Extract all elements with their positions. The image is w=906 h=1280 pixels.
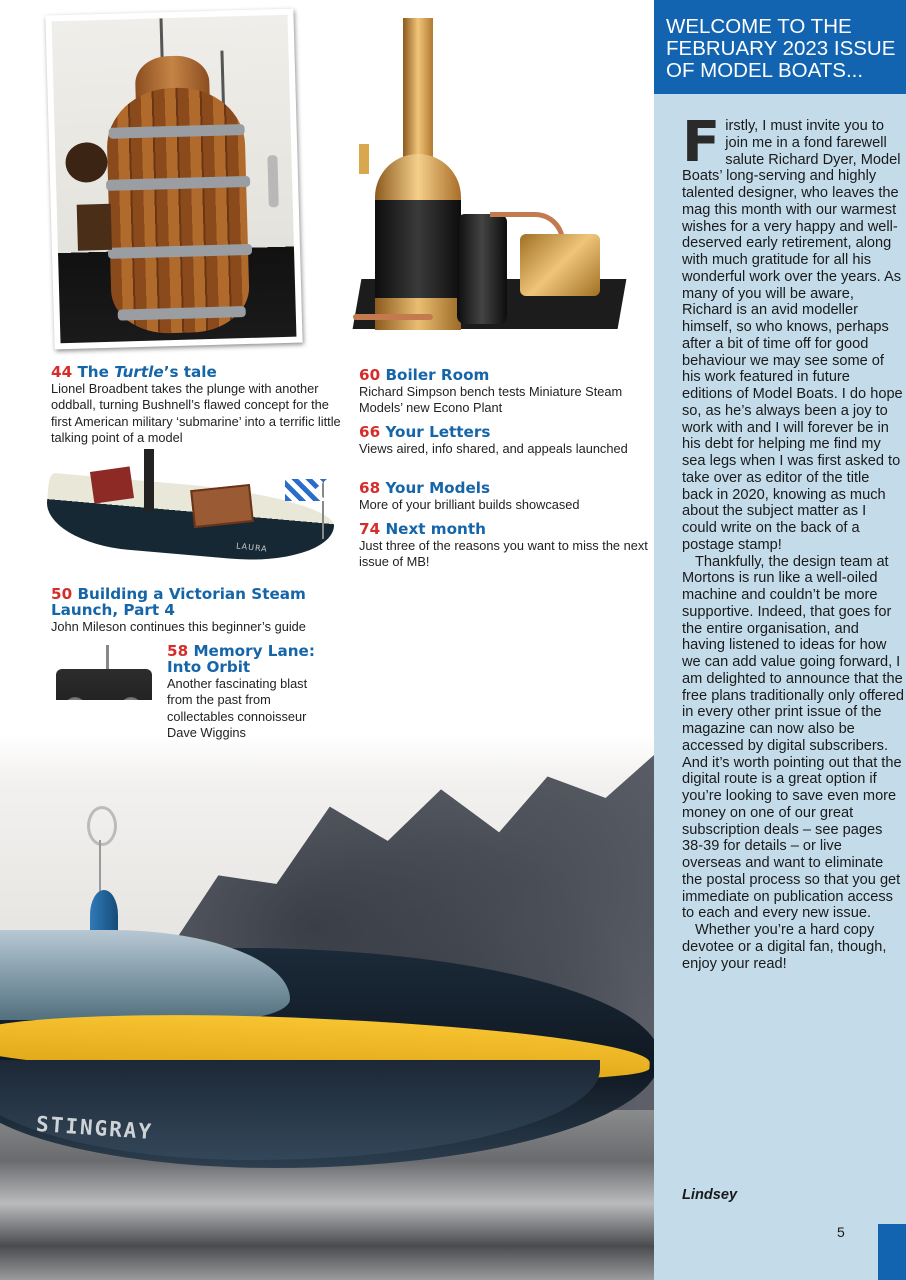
drop-cap: F <box>682 110 721 175</box>
item-description: Lionel Broadbent takes the plunge with another oddball, turning Bushnell’s flawed concept for the first American military ‘submarine’ into a terrific little talking point of a model <box>51 381 341 446</box>
item-title: 44 The Turtle’s tale <box>51 363 217 381</box>
steam-plant-photo <box>345 14 630 364</box>
editorial-paragraph: Firstly, I must invite you to join me in a fond farewell salute Richard Dyer, Model Boats’ long-serving and highly talented designer, who leaves the mag this month with our warmest wishes for a very happy and well-deserved early retirement, along with much gratitude for all his wonderful work over the years. As many of you will be aware, Richard is an avid modeller himself, so who knows, perhaps after a bit of time off for good behaviour we may see some of his work featured in future editions of Model Boats. I do hope so, as he’s always been a joy to work with and I will forever be in his debt for helping me find my sea legs when I was first asked to take over as editor of the title back in 2020, knowing as much about the subject matter as I could write on the back of a postage stamp! <box>682 110 903 553</box>
item-title: 50 Building a Victorian Steam Launch, Part 4 <box>51 585 306 619</box>
page-tab <box>878 1224 906 1280</box>
item-description: Views aired, info shared, and appeals launched <box>359 441 628 456</box>
steam-launch-photo <box>40 445 340 585</box>
item-description: Richard Simpson bench tests Miniature Steam Models’ new Econo Plant <box>359 384 623 416</box>
editorial-paragraph: Whether you’re a hard copy devotee or a digital fan, though, enjoy your read! <box>682 922 887 972</box>
item-description: Another fascinating blast from the past from collectables connoisseur Dave Wiggins <box>167 676 308 741</box>
editor-signature: Lindsey <box>682 1187 738 1203</box>
item-title: 58 Memory Lane: Into Orbit <box>167 642 315 676</box>
contents-item-turtle[interactable] <box>51 364 341 447</box>
contents-item-memory-lane[interactable] <box>167 643 327 742</box>
page-number: 5 <box>837 1224 845 1240</box>
editor-welcome-column <box>654 0 906 1280</box>
contents-item-letters[interactable] <box>359 424 649 457</box>
stingray-name-label: STINGRAY <box>35 1111 154 1145</box>
item-title: 68 Your Models <box>359 479 491 497</box>
item-title: 74 Next month <box>359 520 486 538</box>
item-title: 66 Your Letters <box>359 423 491 441</box>
item-title: 60 Boiler Room <box>359 366 490 384</box>
item-description: More of your brilliant builds showcased <box>359 497 580 512</box>
welcome-header <box>654 0 906 94</box>
stingray-boat-photo <box>0 700 654 1280</box>
contents-item-next-month[interactable] <box>359 521 649 571</box>
launch-name-label: LAURA <box>235 541 269 554</box>
item-description: John Mileson continues this beginner’s guide <box>51 619 306 634</box>
turtle-model-photo <box>45 9 302 350</box>
contents-item-boiler-room[interactable] <box>359 367 649 417</box>
welcome-heading: WELCOME TO THE FEBRUARY 2023 ISSUE OF MODEL BOATS... <box>666 15 896 82</box>
editorial-paragraph: Thankfully, the design team at Mortons is run like a well-oiled machine and couldn’t be more supportive. Indeed, that goes for the entire organisation, and having listened to ideas for how we can add value going forward, I am delighted to announce that the free plans traditionally only offered in every other print issue of the magazine can now also be accessed by digital subscribers. And it’s worth pointing out that the digital route is a great option if you’re looking to save even more money on one of our great subscription deals – see pages 38-39 for details – or live overseas and want to eliminate the postal process so that you get immediate on publication access to each and every new issue. <box>682 553 905 922</box>
item-description: Just three of the reasons you want to miss the next issue of MB! <box>359 538 648 570</box>
contents-item-models[interactable] <box>359 480 649 513</box>
editorial-text <box>682 110 905 972</box>
contents-item-victorian-launch[interactable] <box>51 586 341 635</box>
